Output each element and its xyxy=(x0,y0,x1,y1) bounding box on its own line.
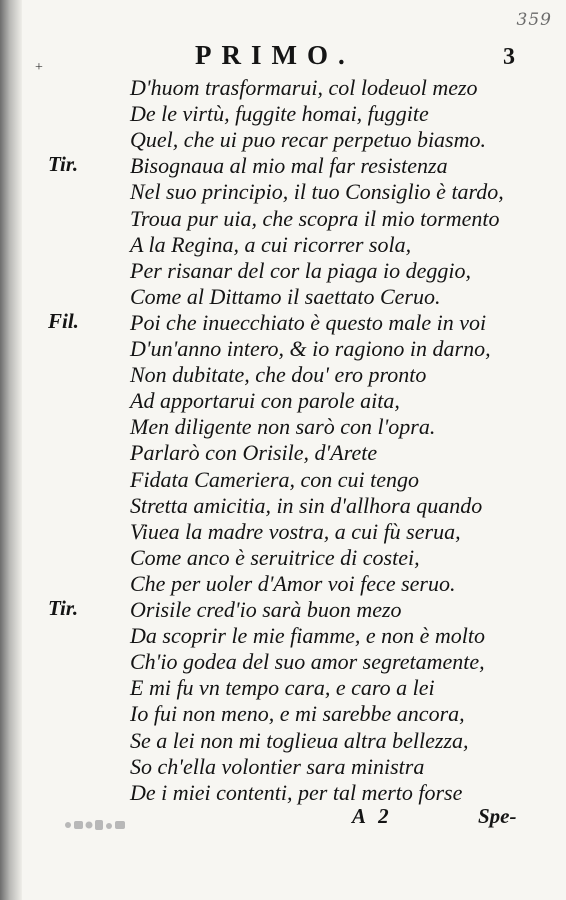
speaker-label: Tir. xyxy=(48,152,79,177)
verse-text: Orisile cred'io sarà buon mezo xyxy=(130,597,402,622)
speaker-label: Tir. xyxy=(48,596,79,620)
verse-line xyxy=(0,387,566,414)
verse-line xyxy=(0,178,566,205)
verse-text: E mi fu vn tempo cara, e caro a lei xyxy=(130,675,435,701)
verse-line xyxy=(0,492,566,519)
verse-line xyxy=(0,413,566,440)
verse-text: Ch'io godea del suo amor segretamente, xyxy=(130,649,485,675)
verse-text: Stretta amicitia, in sin d'allhora quando xyxy=(130,492,483,518)
verse-line xyxy=(0,283,566,310)
handwritten-folio-number: 359 xyxy=(516,10,552,30)
verse-line xyxy=(0,126,566,153)
verse-line xyxy=(0,648,566,675)
signature-mark: A 2 xyxy=(352,804,393,828)
verse-text: Men diligente non sarò con l'opra. xyxy=(130,414,436,440)
verse-text: Come anco è seruitrice di costei, xyxy=(130,544,420,570)
verse-text: Fidata Cameriera, con cui tengo xyxy=(130,466,420,492)
verse-line xyxy=(0,674,566,701)
verse-line xyxy=(0,622,566,649)
verse-text: Io fui non meno, e mi sarebbe ancora, xyxy=(130,701,465,727)
verse-text: De le virtù, fuggite homai, fuggite xyxy=(130,101,429,127)
verse-text: Viuea la madre vostra, a cui fù serua, xyxy=(130,518,461,544)
verse-line xyxy=(0,753,566,780)
verse-text: Troua pur uia, che scopra il mio tormento xyxy=(130,205,500,231)
verse-line xyxy=(0,727,566,754)
verse-line xyxy=(0,335,566,362)
verse-line xyxy=(0,152,566,179)
page-number: 3 xyxy=(503,44,515,70)
verse-text: Poi che inuecchiato è questo male in voi xyxy=(130,309,487,335)
verse-line xyxy=(0,596,566,623)
verse-text: D'un'anno intero, & io ragiono in darno, xyxy=(130,336,491,361)
margin-mark: + xyxy=(35,60,43,75)
verse-text: D'huom trasformarui, col lodeuol mezo xyxy=(130,75,478,100)
verse-line xyxy=(0,231,566,258)
verse-text: Non dubitate, che dou' ero pronto xyxy=(130,362,427,388)
library-stamp-icon xyxy=(62,815,132,835)
verse-text: Se a lei non mi toglieua altra bellezza, xyxy=(130,727,469,753)
verse-text: A la Regina, a cui ricorrer sola, xyxy=(130,231,412,257)
verse-text: Ad apportarui con parole aita, xyxy=(130,388,400,414)
verse-line xyxy=(0,544,566,571)
verse-text: Parlarò con Orisile, d'Arete xyxy=(130,440,378,466)
verse-line xyxy=(0,518,566,545)
verse-text: Bisognaua al mio mal far resistenza xyxy=(130,153,448,179)
verse-text: Quel, che ui puo recar perpetuo biasmo. xyxy=(130,127,487,153)
verse-line xyxy=(0,309,566,336)
verse-line xyxy=(0,257,566,284)
verse-line xyxy=(0,100,566,127)
verse-text: So ch'ella volontier sara ministra xyxy=(130,753,425,779)
verse-text: Da scoprir le mie fiamme, e non è molto xyxy=(130,623,485,649)
catchword: Spe- xyxy=(478,804,517,828)
running-head: PRIMO. xyxy=(195,40,355,70)
speaker-label: Fil. xyxy=(48,308,79,333)
verse-text: De i miei contenti, per tal merto forse xyxy=(130,779,463,805)
verse-text: Nel suo principio, il tuo Consiglio è tardo, xyxy=(130,179,504,205)
verse-text: Per risanar del cor la piaga io deggio, xyxy=(130,257,471,283)
verse-line xyxy=(0,439,566,466)
verse-line xyxy=(0,779,566,806)
verse-text: Come al Dittamo il saettato Ceruo. xyxy=(130,283,441,309)
verse-line xyxy=(0,205,566,232)
verse-line xyxy=(0,466,566,493)
verse-line xyxy=(0,74,566,101)
verse-text: Che per uoler d'Amor voi fece seruo. xyxy=(130,570,456,596)
verse-line xyxy=(0,361,566,388)
verse-line xyxy=(0,570,566,597)
verse-line xyxy=(0,700,566,727)
